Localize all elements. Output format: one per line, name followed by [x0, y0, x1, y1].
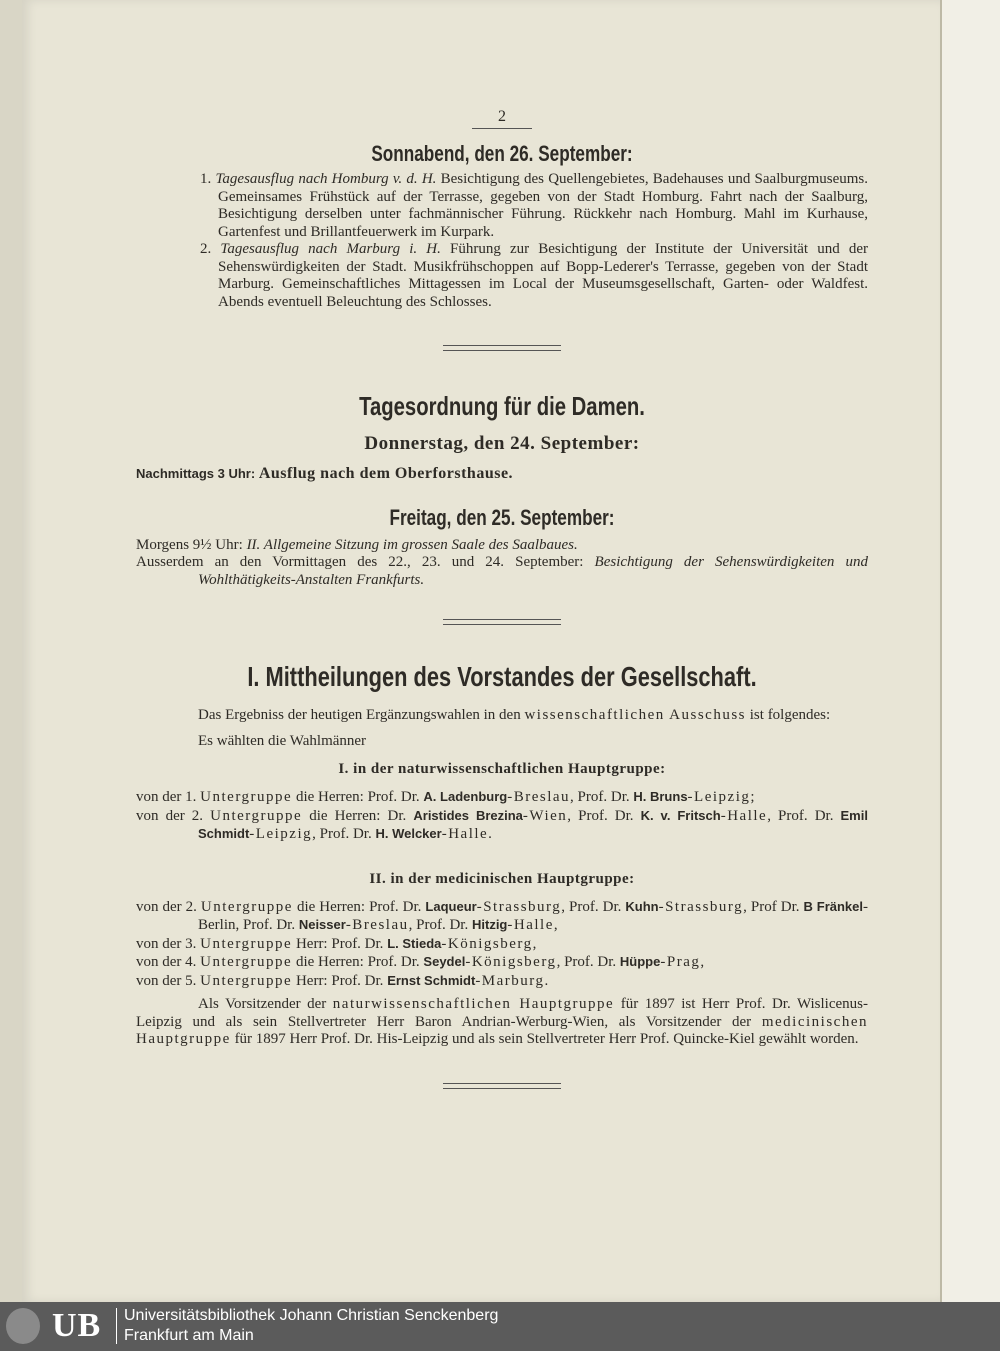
text-run: Herr: Prof. Dr.: [292, 972, 388, 989]
divider: [472, 128, 532, 129]
spaced-text: -Halle,: [507, 917, 560, 933]
library-seal-icon: [6, 1308, 40, 1344]
spaced-text: Untergruppe: [200, 789, 293, 805]
text-run: , Prof. Dr.: [561, 898, 626, 915]
library-footer: [0, 1302, 1000, 1351]
page-content: [136, 108, 868, 1089]
spaced-text: -Königsberg,: [441, 935, 538, 952]
spaced-text: -Wien: [522, 807, 568, 824]
spaced-text: -Marburg.: [475, 972, 550, 989]
bold-text: Ausflug nach dem Oberforsthause.: [258, 465, 514, 482]
text-run: von der 2.: [136, 807, 211, 824]
friday-heading: Freitag, den 25. September:: [389, 504, 615, 530]
bold-text: Kuhn: [625, 898, 659, 914]
text-run: Führung zur Besichtigung der Institute der Universität und der Sehenswürdigkeiten der Stadt. Musikfrühschoppen auf Bopp-Lederer's Terrasse, gegeben von der Stadt Marburg. Gemeinschaftliches Mittagessen im Local der Museumsgesellschaft, Garten- oder Waldfest. Abends eventuell Beleuchtung des Schlosses.: [218, 241, 868, 310]
text-run: für 1897 ist Herr Prof. Dr. Wislicenus-Leipzig und als sein Stellvertreter Herr Baron Andrian-Werburg-Wien, als Vorsitzender der: [136, 996, 868, 1030]
saturday-item-2: [200, 241, 868, 311]
library-logo: UB: [52, 1307, 102, 1344]
divider: [443, 1083, 561, 1089]
text-run: von der 3.: [136, 935, 201, 952]
spaced-text: naturwissenschaftlichen Hauptgruppe: [332, 996, 615, 1012]
text-run: 2.: [200, 241, 221, 257]
bold-text: H. Bruns: [633, 789, 688, 804]
text-run: die Herren: Prof. Dr.: [292, 898, 426, 915]
spaced-text: -Strassburg: [658, 898, 744, 915]
library-city: Frankfurt am Main: [124, 1327, 254, 1344]
text-run: , Prof. Dr.: [767, 807, 841, 824]
text-run: 1.: [200, 171, 216, 187]
bold-text: Ernst Schmidt: [387, 972, 476, 988]
text-run: die Herren: Dr.: [302, 807, 414, 824]
spaced-text: Untergruppe: [200, 935, 293, 952]
bold-text: Hitzig: [471, 917, 508, 932]
page-edge: [940, 0, 1000, 1302]
text-run: für 1897 Herr Prof. Dr. His-Leipzig und als sein Stellvertreter Herr Prof. Quincke-Kiel gewählt worden.: [230, 1031, 859, 1047]
spaced-text: wissenschaftlichen Ausschuss: [524, 707, 747, 723]
text-run: ist folgendes:: [746, 707, 831, 723]
text-run: , Prof. Dr.: [312, 826, 376, 842]
text-run: , Prof Dr.: [743, 898, 804, 915]
friday-line-1: [136, 537, 868, 555]
election-entry: [136, 807, 868, 844]
spaced-text: -Leipzig;: [687, 789, 757, 805]
bold-text: Hüppe: [619, 954, 661, 969]
bold-text: Aristides Brezina: [413, 807, 523, 823]
spaced-text: medicinischen Hauptgruppe: [136, 1013, 868, 1047]
intro-paragraph: [136, 707, 868, 725]
election-entry: [136, 898, 868, 935]
election-entry: [136, 935, 868, 954]
group-2-heading: II. in der medicinischen Hauptgruppe:: [369, 870, 635, 887]
bold-text: B Fränkel: [803, 898, 863, 914]
bold-text: L. Stieda: [387, 935, 442, 951]
italic-text: II. Allgemeine Sitzung im grossen Saale des Saalbaues.: [246, 536, 578, 553]
divider: [116, 1308, 117, 1344]
spaced-text: -Breslau: [345, 917, 409, 933]
wahlmaenner-line: Es wählten die Wahlmänner: [198, 732, 367, 749]
text-run: Besichtigung des Quellengebietes, Badehauses und Saalburgmuseums. Gemeinsames Frühstück auf der Terrasse, gegeben von der Stadt Homburg. Fahrt nach der Saalburg, Besichtigung derselben unter fachmännischer Führung. Rückkehr nach Homburg. Mahl im Kurhause, Gartenfest und Brillantfeuerwerk im Kurpark.: [218, 171, 868, 240]
thursday-line: [136, 465, 868, 483]
spaced-text: Untergruppe: [200, 972, 293, 989]
library-name: Universitätsbibliothek Johann Christian Senckenberg: [124, 1307, 499, 1324]
saturday-item-1: [200, 171, 868, 241]
italic-text: Tagesausflug nach Homburg v. d. H.: [215, 171, 437, 187]
spaced-text: -Königsberg: [465, 954, 557, 970]
bold-text: Neisser: [298, 917, 346, 932]
thursday-heading: Donnerstag, den 24. September:: [364, 433, 640, 454]
spaced-text: -Leipzig: [249, 826, 313, 842]
italic-text: Besichtigung der Sehenswürdigkeiten und Wohlthätigkeits-Anstalten Frankfurts.: [198, 554, 868, 588]
text-run: die Herren: Prof. Dr.: [292, 954, 424, 970]
bold-text: A. Ladenburg: [423, 789, 508, 804]
spaced-text: -Prag,: [660, 954, 706, 970]
spaced-text: Untergruppe: [200, 898, 293, 915]
text-run: von der 2.: [136, 898, 201, 915]
section-heading-saturday: Sonnabend, den 26. September:: [371, 141, 633, 166]
election-entry: [136, 788, 868, 807]
bold-text: Emil Schmidt: [198, 807, 868, 841]
text-run: Herr: Prof. Dr.: [292, 935, 388, 952]
election-entry: [136, 972, 868, 991]
bold-text: Nachmittags 3 Uhr:: [136, 466, 259, 481]
divider: [443, 345, 561, 351]
group-1-heading: I. in der naturwissenschaftlichen Hauptgruppe:: [338, 761, 666, 777]
text-run: , Prof. Dr.: [556, 954, 620, 970]
text-run: von der 4.: [136, 954, 201, 970]
text-run: , Prof. Dr.: [570, 789, 634, 805]
text-run: von der 1.: [136, 789, 201, 805]
bold-text: H. Welcker: [375, 826, 442, 841]
spaced-text: -Breslau: [507, 789, 571, 805]
friday-line-2: [136, 554, 868, 589]
text-run: Ausserdem an den Vormittagen des 22., 23. und 24. September:: [136, 554, 595, 570]
text-run: , Prof. Dr.: [408, 917, 472, 933]
text-run: , Prof. Dr.: [567, 807, 641, 824]
bold-text: Laqueur: [425, 898, 477, 914]
spaced-text: Untergruppe: [210, 807, 303, 824]
text-run: Als Vorsitzender der: [198, 996, 333, 1012]
mitteilungen-heading: I. Mittheilungen des Vorstandes der Gesellschaft.: [247, 661, 757, 692]
bold-text: Seydel: [423, 954, 466, 969]
spaced-text: -Strassburg: [476, 898, 562, 915]
spaced-text: Untergruppe: [200, 954, 293, 970]
text-run: Das Ergebniss der heutigen Ergänzungswahlen in den: [198, 707, 525, 723]
spaced-text: -Halle: [720, 807, 768, 824]
ladies-heading: Tagesordnung für die Damen.: [359, 391, 645, 421]
spaced-text: -Halle.: [441, 826, 494, 842]
closing-paragraph: [136, 996, 868, 1049]
bold-text: K. v. Fritsch: [640, 807, 721, 823]
group-1-list: [136, 788, 868, 844]
text-run: von der 5.: [136, 972, 201, 989]
italic-text: Tagesausflug nach Marburg i. H.: [220, 241, 441, 257]
text-run: -Berlin, Prof. Dr.: [198, 898, 868, 933]
page-number: 2: [498, 108, 506, 125]
group-2-list: [136, 898, 868, 991]
divider: [443, 619, 561, 625]
text-run: die Herren: Prof. Dr.: [292, 789, 424, 805]
text-run: Morgens 9½ Uhr:: [136, 536, 247, 553]
election-entry: [136, 953, 868, 972]
